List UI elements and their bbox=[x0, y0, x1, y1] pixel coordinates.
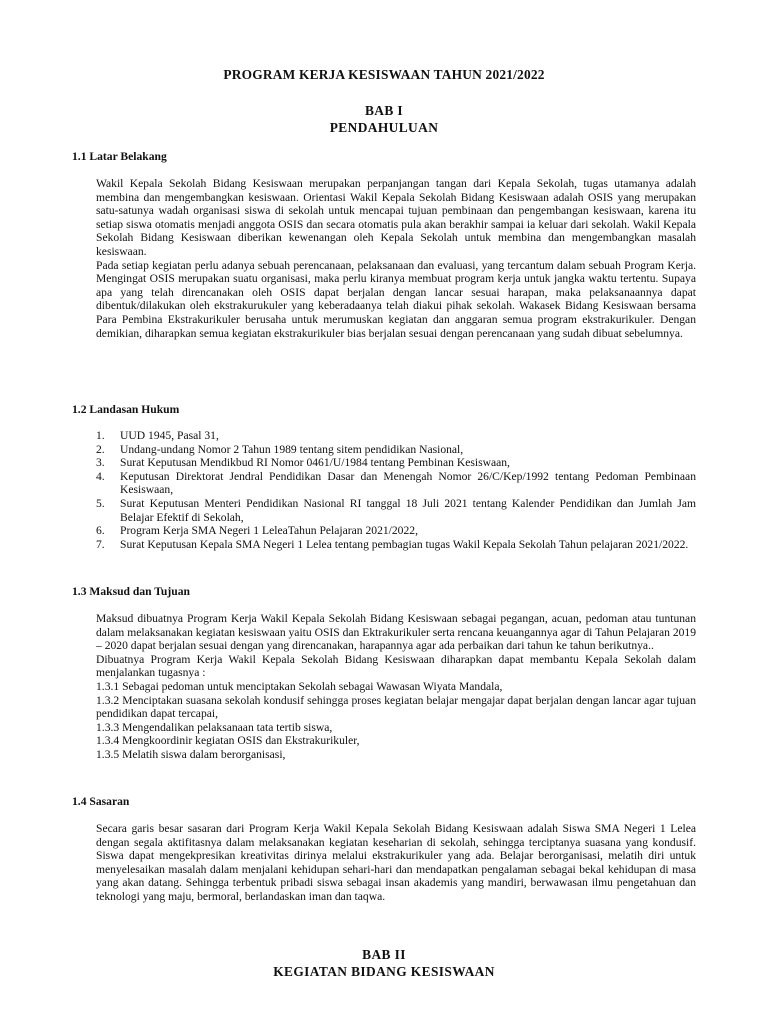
legal-basis-item: 2. Undang-undang Nomor 2 Tahun 1989 tentang sitem pendidikan Nasional, bbox=[96, 442, 464, 456]
chapter-1-label: BAB I bbox=[364, 103, 404, 118]
section-1-2-heading: 1.2 Landasan Hukum bbox=[72, 403, 180, 416]
legal-basis-list bbox=[96, 429, 696, 551]
section-1-3-body bbox=[96, 612, 696, 762]
objective-point: 1.3.3 Mengendalikan pelaksanaan tata tertib siswa, bbox=[96, 720, 333, 734]
section-1-1-body bbox=[96, 177, 696, 340]
section-1-4-heading: 1.4 Sasaran bbox=[72, 795, 130, 808]
legal-basis-item: 4. Keputusan Direktorat Jendral Pendidikan Dasar dan Menengah Nomor 26/C/Kep/1992 tentang Pedoman Pembinaan Kesiswaan, bbox=[96, 469, 696, 497]
objective-point: 1.3.5 Melatih siswa dalam berorganisasi, bbox=[96, 747, 286, 761]
legal-basis-item: 7. Surat Keputusan Kepala SMA Negeri 1 Lelea tentang pembagian tugas Wakil Kepala Sekolah Tahun pelajaran 2021/2022. bbox=[96, 537, 689, 551]
section-1-4-paragraph-1: Secara garis besar sasaran dari Program Kerja Wakil Kepala Sekolah Bidang Kesiswaan adalah Siswa SMA Negeri 1 Lelea dengan segala aktifitasnya dalam melaksanakan kegiatan keseharian di sekolah, sehingga terciptanya suasana yang kondusif. Siswa dapat mengekpresikan kreativitas dirinya melalui ekstrakurikuler yang ada. Belajar berorganisasi, melatih diri untuk menyelesaikan masalah dalam menjalani kehidupan sehari-hari dan mendapatkan pengalaman sebagai bekal kehidupan di masa yang akan datang. Sehingga terbentuk pribadi siswa sebagai insan akademis yang mandiri, berwawasan ilmu pengetahuan dan teknologi yang maju, bermoral, berlandaskan iman dan taqwa. bbox=[96, 822, 696, 903]
legal-basis-item: 1. UUD 1945, Pasal 31, bbox=[96, 429, 219, 442]
section-1-1-paragraph-2: Pada setiap kegiatan perlu adanya sebuah perencanaan, pelaksanaan dan evaluasi, yang tercantum dalam sebuah Program Kerja. Mengingat OSIS merupakan suatu organisasi, maka perlu kiranya membuat program kerja untuk jangka waktu tertentu. Supaya apa yang telah direncanakan oleh OSIS dapat berjalan dengan lancar sesuai harapan, maka pelaksanaannya dapat dibentuk/dilakukan oleh ekstrakurukuler yang keberadaanya telah diakui pihak sekolah. Wakasek Bidang Kesiswaan bersama Para Pembina Ekstrakurikuler berusaha untuk merumuskan kegiatan dan anggaran semua program ekstrakurikuler. Dengan demikian, diharapkan semua kegiatan ekstrakurikuler bias berjalan sesuai dengan perencanaan yang sudah dibuat sebelumnya. bbox=[96, 258, 696, 340]
legal-basis-item: 6. Program Kerja SMA Negeri 1 LeleaTahun Pelajaran 2021/2022, bbox=[96, 524, 418, 538]
section-1-3-paragraph-2: Dibuatnya Program Kerja Wakil Kepala Sekolah Bidang Kesiswaan diharapkan dapat membantu Kepala Sekolah dalam menjalankan tugasnya : bbox=[96, 652, 696, 680]
section-1-3-heading: 1.3 Maksud dan Tujuan bbox=[72, 585, 190, 598]
section-1-1-heading: 1.1 Latar Belakang bbox=[72, 150, 167, 163]
legal-basis-item: 3. Surat Keputusan Mendikbud RI Nomor 0461/U/1984 tentang Pembinan Kesiswaan, bbox=[96, 456, 510, 470]
chapter-1-heading bbox=[0, 102, 768, 136]
chapter-2-label: BAB II bbox=[362, 947, 406, 962]
section-1-1-paragraph-1: Wakil Kepala Sekolah Bidang Kesiswaan merupakan perpanjangan tangan dari Kepala Sekolah, tugas utamanya adalah membina dan mengembangkan kesiswaan. Orientasi Wakil Kepala Sekolah Bidang Kesiswaan adalah OSIS yang merupakan satu-satunya wadah organisasi siswa di sekolah untuk mencapai tujuan pembinaan dan pengembangan kesiswaan, karena itu setiap siswa otomatis menjadi anggota OSIS dan secara otomatis pula akan berakhir sampai ia keluar dari sekolah. Wakil Kepala Sekolah Bidang Kesiswaan diberikan kewenangan oleh Kepala Sekolah untuk membina dan mengembangkan masalah kesiswaan. bbox=[96, 177, 696, 258]
legal-basis-item: 5. Surat Keputusan Menteri Pendidikan Nasional RI tanggal 18 Juli 2021 tentang Kalender Pendidikan dan Jumlah Jam Belajar Efektif di Sekolah, bbox=[96, 496, 696, 524]
objective-point: 1.3.2 Menciptakan suasana sekolah kondusif sehingga proses kegiatan belajar mengajar dapat berjalan dengan lancar agar tujuan pendidikan dapat tercapai, bbox=[96, 693, 696, 721]
objective-point: 1.3.1 Sebagai pedoman untuk menciptakan Sekolah sebagai Wawasan Wiyata Mandala, bbox=[96, 679, 503, 693]
chapter-2-heading bbox=[0, 946, 768, 980]
chapter-2-title: KEGIATAN BIDANG KESISWAAN bbox=[273, 964, 495, 979]
chapter-1-title: PENDAHULUAN bbox=[329, 120, 439, 135]
document-title: PROGRAM KERJA KESISWAAN TAHUN 2021/2022 bbox=[223, 67, 545, 82]
objective-point: 1.3.4 Mengkoordinir kegiatan OSIS dan Ekstrakurikuler, bbox=[96, 734, 360, 748]
section-1-3-paragraph-1: Maksud dibuatnya Program Kerja Wakil Kepala Sekolah Bidang Kesiswaan sebagai pegangan, acuan, pedoman atau tuntunan dalam melaksanakan kegiatan kesiswaan yaitu OSIS dan Ektrakurikuler serta rencana keuangannya agar di Tahun Pelajaran 2019 – 2020 dapat berjalan sesuai dengan yang direncanakan, harapannya agar ada perbaikan dari tahun ke tahun berikutnya.. bbox=[96, 612, 697, 653]
section-1-4-body bbox=[96, 822, 696, 904]
